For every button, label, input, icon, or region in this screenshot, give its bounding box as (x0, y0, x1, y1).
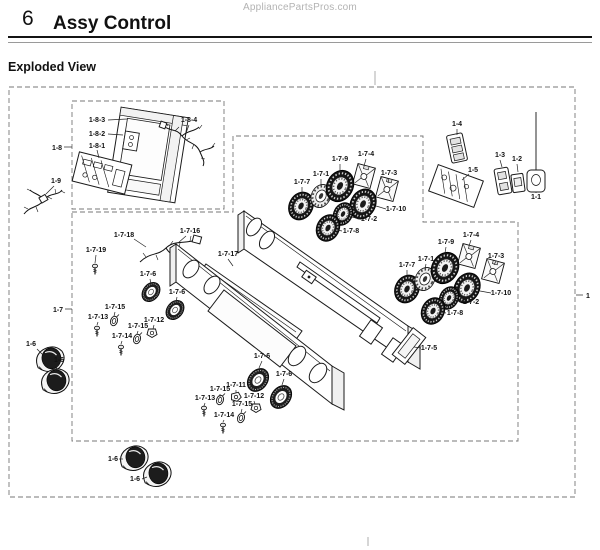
part-label: 1-7-9 (437, 239, 455, 246)
part-label: 1-7-6 (168, 289, 186, 296)
part-label: 1-7-15 (209, 386, 231, 393)
wire-harness-1-9 (24, 189, 65, 214)
part-label: 1-7-10 (385, 206, 407, 213)
part-label: 1-7-8 (342, 228, 360, 235)
part-label: 1-7-7 (293, 179, 311, 186)
part-label: 1-7-2 (360, 216, 378, 223)
part-label: 1-8-1 (88, 143, 106, 150)
part-label: 1-4 (451, 121, 463, 128)
part-label: 1-7-4 (462, 232, 480, 239)
part-label: 1-7-5 (420, 345, 438, 352)
part-label: 1-7-3 (487, 253, 505, 260)
part-label: 1-1 (530, 194, 542, 201)
callout-leader-line (254, 401, 255, 404)
part-label: 1-7-10 (490, 290, 512, 297)
part-label: 1-7-7 (398, 262, 416, 269)
callout-leader-line (241, 409, 242, 413)
part-label: 1-7-17 (217, 251, 239, 258)
part-label: 1-6 (25, 341, 37, 348)
part-label: 1-5 (467, 167, 479, 174)
part-label: 1-3 (494, 152, 506, 159)
callout-leader-line (376, 206, 386, 209)
part-label: 1-8-2 (88, 131, 106, 138)
part-label: 1-7-1 (417, 256, 435, 263)
callout-leader-line (500, 160, 502, 167)
part-label: 1-7-3 (380, 170, 398, 177)
callout-leader-line (97, 322, 98, 325)
screw-1-7-19 (92, 264, 97, 274)
part-label: 1-8-4 (180, 117, 198, 124)
part-label: 1-7-8 (446, 310, 464, 317)
part-label: 1-7-15 (104, 304, 126, 311)
part-label: 1-9 (50, 178, 62, 185)
part-label: 1-8 (51, 145, 63, 152)
callout-leader-line (228, 259, 233, 266)
part-label: 1 (586, 293, 590, 300)
part-label: 1-7 (52, 307, 64, 314)
part-label: 1-7-19 (85, 247, 107, 254)
part-label: 1-7-12 (243, 393, 265, 400)
part-label: 1-7-12 (143, 317, 165, 324)
part-label: 1-7-6 (253, 353, 271, 360)
switch-module-1-3 (494, 167, 512, 195)
watermark: AppliancePartsPros.com (243, 2, 357, 13)
callout-leader-line (137, 331, 138, 334)
part-label: 1-7-14 (213, 412, 235, 419)
callout-leader-line (95, 255, 96, 263)
part-label: 1-7-1 (312, 171, 330, 178)
callout-leader-line (259, 361, 262, 368)
callout-leader-line (46, 186, 54, 194)
part-label: 1-7-18 (113, 232, 135, 239)
part-label: 1-7-2 (462, 299, 480, 306)
part-1-2 (511, 173, 525, 192)
part-label: 1-7-13 (194, 395, 216, 402)
part-label: 1-7-16 (179, 228, 201, 235)
sensor-1-1 (527, 112, 545, 192)
part-label: 1-7-13 (87, 314, 109, 321)
callout-leader-line (282, 379, 284, 385)
part-label: 1-7-6 (275, 371, 293, 378)
callout-leader-line (114, 312, 115, 316)
part-label: 1-6 (107, 456, 119, 463)
callout-leader-line (517, 164, 518, 172)
part-label: 1-2 (511, 156, 523, 163)
part-label: 1-7-6 (139, 271, 157, 278)
part-label: 1-7-9 (331, 156, 349, 163)
part-label: 1-7-15 (231, 401, 253, 408)
part-label: 1-7-15 (127, 323, 149, 330)
sub-board-1-8-2 (123, 131, 140, 151)
part-label: 1-6 (53, 357, 65, 364)
part-label: 1-7-4 (357, 151, 375, 158)
part-label: 1-7-11 (226, 382, 246, 389)
callout-leader-line (134, 239, 146, 247)
page-title: Assy Control (53, 13, 172, 34)
callout-leader-line (223, 420, 224, 422)
callout-leader-line (204, 403, 205, 406)
control-knobs-1-6 (35, 345, 173, 488)
page-number: 6 (22, 7, 34, 30)
callout-leader-line (153, 325, 154, 329)
switch-module-1-4 (446, 133, 467, 164)
part-label: 1-8-3 (88, 117, 106, 124)
section-label: Exploded View (8, 60, 96, 74)
part-label: 1-7-14 (111, 333, 133, 340)
part-label: 1-6 (129, 476, 141, 483)
callout-leader-line (121, 341, 122, 344)
callout-leader-line (480, 291, 491, 293)
